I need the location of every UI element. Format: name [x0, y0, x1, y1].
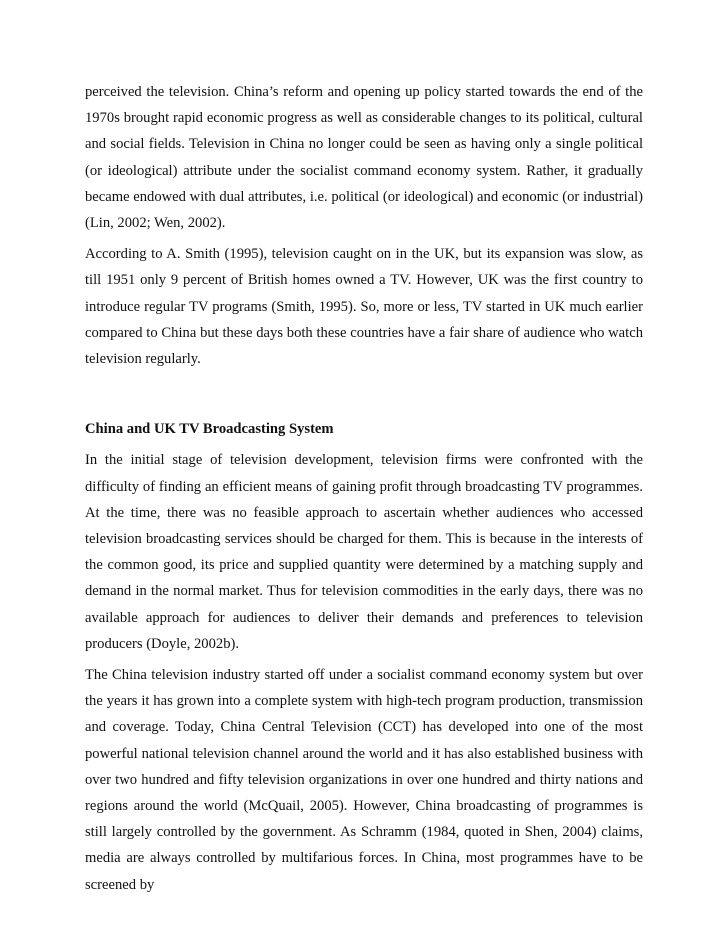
document-body	[85, 79, 643, 898]
section-spacer	[85, 372, 643, 416]
paragraph-china-industry: The China television industry started off under a socialist command economy system but over the years it has grown into a complete system with high-tech program production, transmission and coverage. Today, China Central Television (CCT) has developed into one of the most powerful national television channel around the world and it has also established business with over two hundred and fifty television organizations in over one hundred and thirty nations and regions around the world (McQuail, 2005). However, China broadcasting of programmes is still largely controlled by the government. As Schramm (1984, quoted in Shen, 2004) claims, media are always controlled by multifarious forces. In China, most programmes have to be screened by	[85, 667, 643, 893]
section-heading: China and UK TV Broadcasting System	[85, 421, 334, 438]
paragraph-television-attributes: perceived the television. China’s reform and opening up policy started towards the end of the 1970s brought rapid economic progress as well as considerable changes to its political, cultural and social fields. Television in China no longer could be seen as having only a single political (or ideological) attribute under the socialist command economy system. Rather, it gradually became endowed with dual attributes, i.e. political (or ideological) and economic (or industrial) (Lin, 2002; Wen, 2002).	[85, 84, 643, 232]
paragraph-initial-stage: In the initial stage of television development, television firms were confronted with the difficulty of finding an efficient means of gaining profit through broadcasting TV programmes. At the time, there was no feasible approach to ascertain whether audiences who accessed television broadcasting services should be charged for them. This is because in the interests of the common good, its price and supplied quantity were determined by a matching supply and demand in the normal market. Thus for television commodities in the early days, there was no available approach for audiences to deliver their demands and preferences to television producers (Doyle, 2002b).	[85, 452, 643, 652]
paragraph-uk-television-history: According to A. Smith (1995), television caught on in the UK, but its expansion was slow, as till 1951 only 9 percent of British homes owned a TV. However, UK was the first country to introduce regular TV programs (Smith, 1995). So, more or less, TV started in UK much earlier compared to China but these days both these countries have a fair share of audience who watch television regularly.	[85, 246, 643, 368]
